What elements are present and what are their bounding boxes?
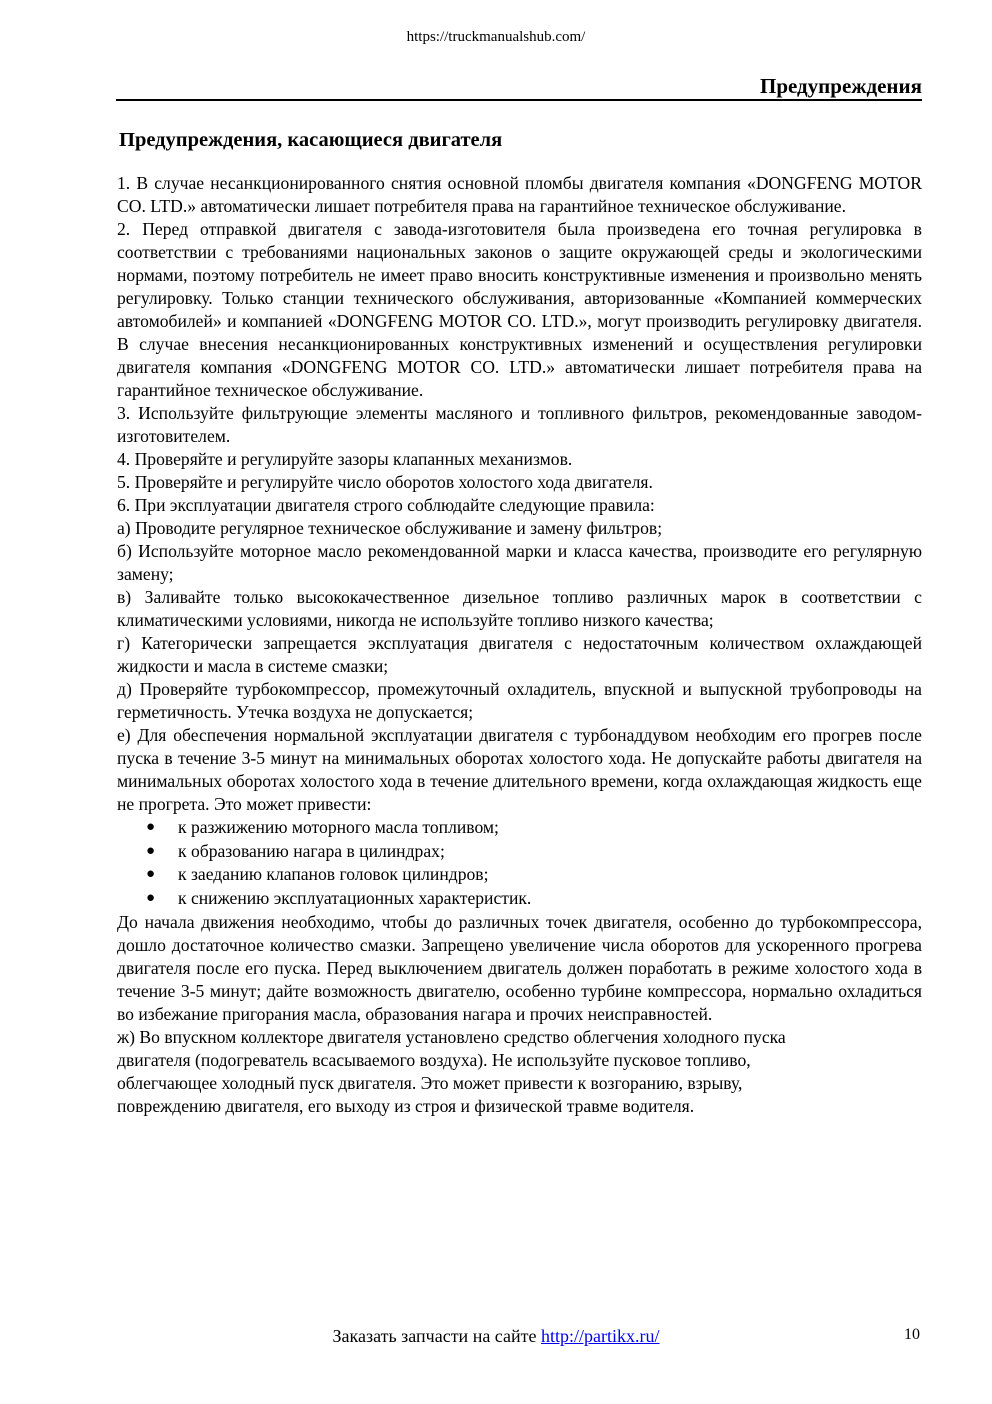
paragraph-1: 1. В случае несанкционированного снятия основной пломбы двигателя компания «DONGFENG MOTOR CO. LTD.» автоматически лишает потребителя права на гарантийное техническое обслуживание. xyxy=(117,173,922,216)
rule-g: г) Категорически запрещается эксплуатация двигателя с недостаточным количеством охлаждающей жидкости и масла в системе смазки; xyxy=(117,633,922,676)
rule-v: в) Заливайте только высококачественное дизельное топливо различных марок в соответствии с климатическими условиями, никогда не используйте топливо низкого качества; xyxy=(117,587,922,630)
header-divider xyxy=(116,99,922,101)
paragraph-4: 4. Проверяйте и регулируйте зазоры клапанных механизмов. xyxy=(117,449,573,469)
footer-text: Заказать запчасти на сайте xyxy=(332,1326,541,1346)
list-item xyxy=(117,816,922,840)
footer-link[interactable]: http://partikx.ru/ xyxy=(541,1326,660,1346)
section-header: Предупреждения xyxy=(759,74,922,98)
footer xyxy=(0,1324,992,1348)
rule-d: д) Проверяйте турбокомпрессор, промежуточный охладитель, впускной и выпускной трубопроводы на герметичность. Утечка воздуха не допускается; xyxy=(117,679,922,722)
list-item-text: к разжижению моторного масла топливом; xyxy=(178,817,499,837)
list-item-text: к снижению эксплуатационных характеристик. xyxy=(178,888,532,909)
bullet-icon: ● xyxy=(146,890,156,907)
paragraph-5: 5. Проверяйте и регулируйте число оборотов холостого хода двигателя. xyxy=(117,472,653,492)
top-url: https://truckmanualshub.com/ xyxy=(406,29,586,45)
list-item xyxy=(117,887,922,911)
consequences-list xyxy=(117,816,922,911)
rule-b: б) Используйте моторное масло рекомендованной марки и класса качества, производите его регулярную замену; xyxy=(117,541,922,584)
bullet-icon: ● xyxy=(146,819,156,835)
warmup-paragraph: До начала движения необходимо, чтобы до различных точек двигателя, особенно до турбокомпрессора, дошло достаточное количество смазки. Запрещено увеличение числа оборотов для ускоренного прогрева двигателя после его пуска. Перед выключением двигатель должен поработать в режиме холостого хода в течение 3-5 минут; дайте возможность двигателю, особенно турбине компрессора, нормально охладиться во избежание пригорания масла, образования нагара и прочих неисправностей. xyxy=(117,911,922,1024)
paragraph-3: 3. Используйте фильтрующие элементы масляного и топливного фильтров, рекомендованные заводом-изготовителем. xyxy=(117,403,922,446)
rule-zh-line-2: двигателя (подогреватель всасываемого воздуха). Не используйте пусковое топливо, xyxy=(117,1049,751,1070)
page-number: 10 xyxy=(904,1326,920,1343)
paragraph-6: 6. При эксплуатации двигателя строго соблюдайте следующие правила: xyxy=(117,495,655,515)
bullet-icon: ● xyxy=(146,842,156,859)
list-item-text: к образованию нагара в цилиндрах; xyxy=(178,840,445,861)
paragraph-2: 2. Перед отправкой двигателя с завода-изготовителя была произведена его точная регулировка в соответствии с требованиями национальных законов о защите окружающей среды и экологическими нормами, поэтому потребитель не имеет право вносить конструктивные изменения и произвольно менять регулировку. Только станции технического обслуживания, авторизованные «Компанией коммерческих автомобилей» и компанией «DONGFENG MOTOR CO. LTD.», могут производить регулировку двигателя. В случае внесения несанкционированных конструктивных изменений и осуществления регулировки двигателя компания «DONGFENG MOTOR CO. LTD.» автоматически лишает потребителя права на гарантийное техническое обслуживание. xyxy=(117,219,922,400)
page-title: Предупреждения, касающиеся двигателя xyxy=(119,129,503,151)
rule-a: а) Проводите регулярное техническое обслуживание и замену фильтров; xyxy=(117,518,663,538)
list-item xyxy=(117,863,922,887)
rule-zh-line-1: ж) Во впускном коллекторе двигателя установлено средство облегчения холодного пуска xyxy=(117,1026,786,1047)
list-item-text: к заеданию клапанов головок цилиндров; xyxy=(178,864,489,885)
rule-zh-line-4: повреждению двигателя, его выходу из строя и физической травме водителя. xyxy=(117,1095,695,1116)
list-item xyxy=(117,840,922,864)
rule-e: е) Для обеспечения нормальной эксплуатации двигателя с турбонаддувом необходим его прогрев после пуска в течение 3-5 минут на минимальных оборотах холостого хода. Не допускайте работы двигателя на минимальных оборотах холостого хода в течение длительного времени, когда охлаждающая жидкость еще не прогрета. Это может привести: xyxy=(117,725,922,814)
document-body xyxy=(117,172,922,1118)
rule-zh-line-3: облегчающее холодный пуск двигателя. Это может привести к возгоранию, взрыву, xyxy=(117,1072,743,1093)
bullet-icon: ● xyxy=(146,866,156,883)
